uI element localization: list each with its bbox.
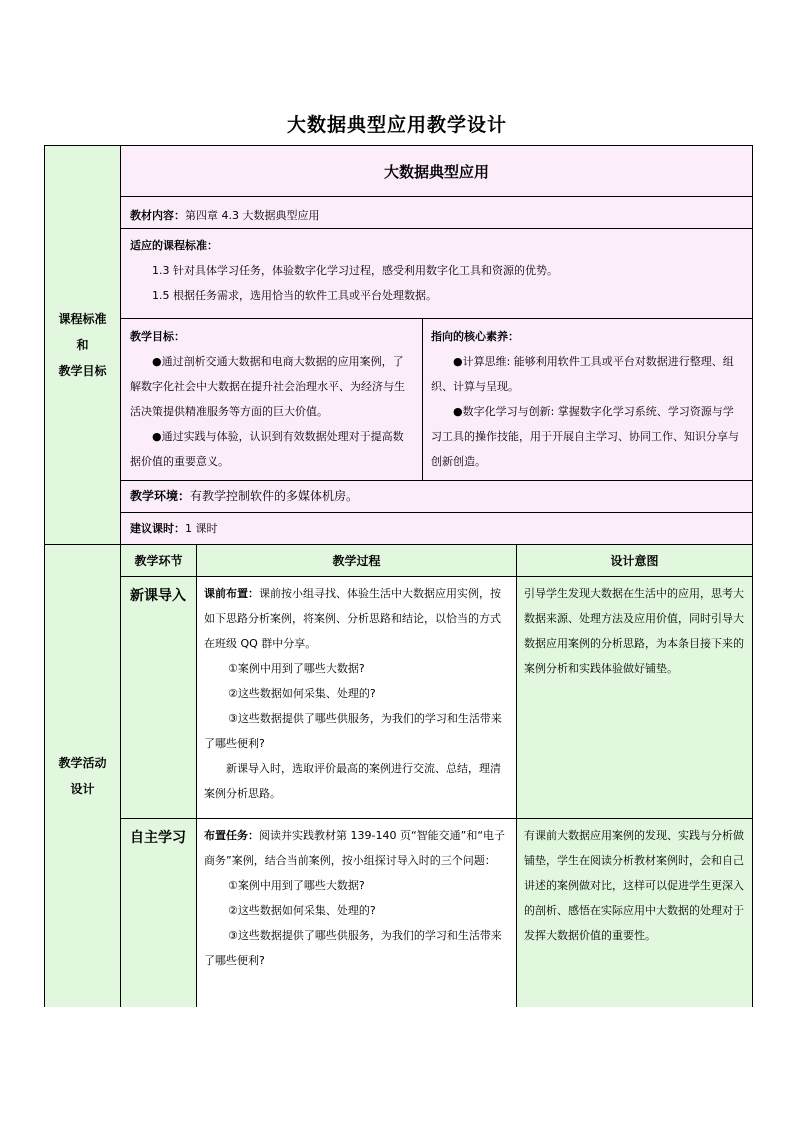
question-item: ②这些数据如何采集、处理的?: [228, 904, 376, 917]
literacy-label: 指向的核心素养：: [431, 330, 519, 343]
hours-label: 建议课时：: [130, 522, 185, 535]
side-label-line: 课程标准: [58, 312, 107, 326]
question-item: ②这些数据如何采集、处理的?: [228, 687, 376, 700]
literacy-cell: [423, 319, 753, 481]
environment-label: 教学环境：: [130, 489, 191, 503]
lesson-title-cell: [121, 146, 753, 197]
process-label: 课前布置：: [204, 587, 259, 600]
environment-value: 有教学控制软件的多媒体机房。: [190, 489, 359, 503]
lesson-plan-table: [44, 145, 753, 1007]
goals-cell: [121, 319, 423, 481]
side-label-line: 教学活动: [58, 756, 107, 770]
header-stage: 教学环节: [121, 545, 197, 577]
literacy-item: ●数字化学习与创新: 掌握数字化学习系统、学习资源与学习工具的操作技能，用于开展自主学习、协同工作、知识分享与创新创造。: [431, 405, 739, 468]
material-label: 教材内容：: [130, 209, 185, 222]
hours-value: 1 课时: [185, 522, 218, 535]
process-extra: 新课导入时，选取评价最高的案例进行交流、总结，理清案例分析思路。: [204, 762, 501, 800]
question-item: ①案例中用到了哪些大数据?: [228, 662, 365, 675]
stage-cell: [121, 819, 197, 1007]
side-label-line: 教学目标: [58, 364, 107, 378]
question-item: ③这些数据提供了哪些供服务，为我们的学习和生活带来了哪些便利?: [204, 929, 502, 967]
stage-label: 自主学习: [130, 830, 186, 846]
section2-side-label: [45, 545, 121, 1007]
section1-side-label: [45, 146, 121, 545]
goal-item: ●通过实践与体验，认识到有效数据处理对于提高数据价值的重要意义。: [130, 430, 404, 468]
process-cell: [197, 577, 517, 819]
header-process: 教学过程: [197, 545, 517, 577]
material-cell: [121, 197, 753, 229]
standard-item: 1.3 针对具体学习任务，体验数字化学习过程，感受利用数字化工具和资源的优势。: [152, 264, 558, 277]
process-text: 阅读并实践教材第 139-140 页“智能交通”和“电子商务”案例，结合当前案例，按小组探讨导入时的三个问题：: [204, 829, 506, 867]
standards-label: 适应的课程标准：: [130, 239, 218, 252]
question-item: ③这些数据提供了哪些供服务，为我们的学习和生活带来了哪些便利?: [204, 712, 502, 750]
document-title: 大数据典型应用教学设计: [286, 114, 507, 136]
goals-label: 教学目标：: [130, 330, 185, 343]
standard-item: 1.5 根据任务需求，选用恰当的软件工具或平台处理数据。: [152, 289, 437, 302]
lesson-title: 大数据典型应用: [383, 162, 489, 181]
material-value: 第四章 4.3 大数据典型应用: [185, 209, 320, 222]
header-intent: 设计意图: [517, 545, 753, 577]
side-label-line: 和: [76, 338, 89, 352]
goal-item: ●通过剖析交通大数据和电商大数据的应用案例，了解数字化社会中大数据在提升社会治理水平、为经济与生活决策提供精准服务等方面的巨大价值。: [130, 355, 405, 418]
environment-cell: [121, 481, 753, 513]
standards-cell: [121, 229, 753, 319]
stage-label: 新课导入: [130, 588, 186, 604]
hours-cell: [121, 513, 753, 545]
intent-text: 有课前大数据应用案例的发现、实践与分析做铺垫，学生在阅读分析教材案例时，会和自己讲述的案例做对比，这样可以促进学生更深入的剖析、感悟在实际应用中大数据的处理对于发挥大数据价值的重要性。: [524, 829, 744, 942]
question-item: ①案例中用到了哪些大数据?: [228, 879, 365, 892]
process-text: 课前按小组寻找、体验生活中大数据应用实例，按如下思路分析案例，将案例、分析思路和结论，以恰当的方式在班级 QQ 群中分享。: [204, 587, 501, 650]
intent-text: 引导学生发现大数据在生活中的应用，思考大数据来源、处理方法及应用价值，同时引导大数据应用案例的分析思路，为本条目接下来的案例分析和实践体验做好铺垫。: [524, 587, 744, 675]
process-label: 布置任务：: [204, 829, 259, 842]
process-cell: [197, 819, 517, 1007]
literacy-item: ●计算思维: 能够利用软件工具或平台对数据进行整理、组织、计算与呈现。: [431, 355, 734, 393]
intent-cell: [517, 577, 753, 819]
stage-cell: [121, 577, 197, 819]
side-label-line: 设计: [70, 782, 95, 796]
intent-cell: [517, 819, 753, 1007]
